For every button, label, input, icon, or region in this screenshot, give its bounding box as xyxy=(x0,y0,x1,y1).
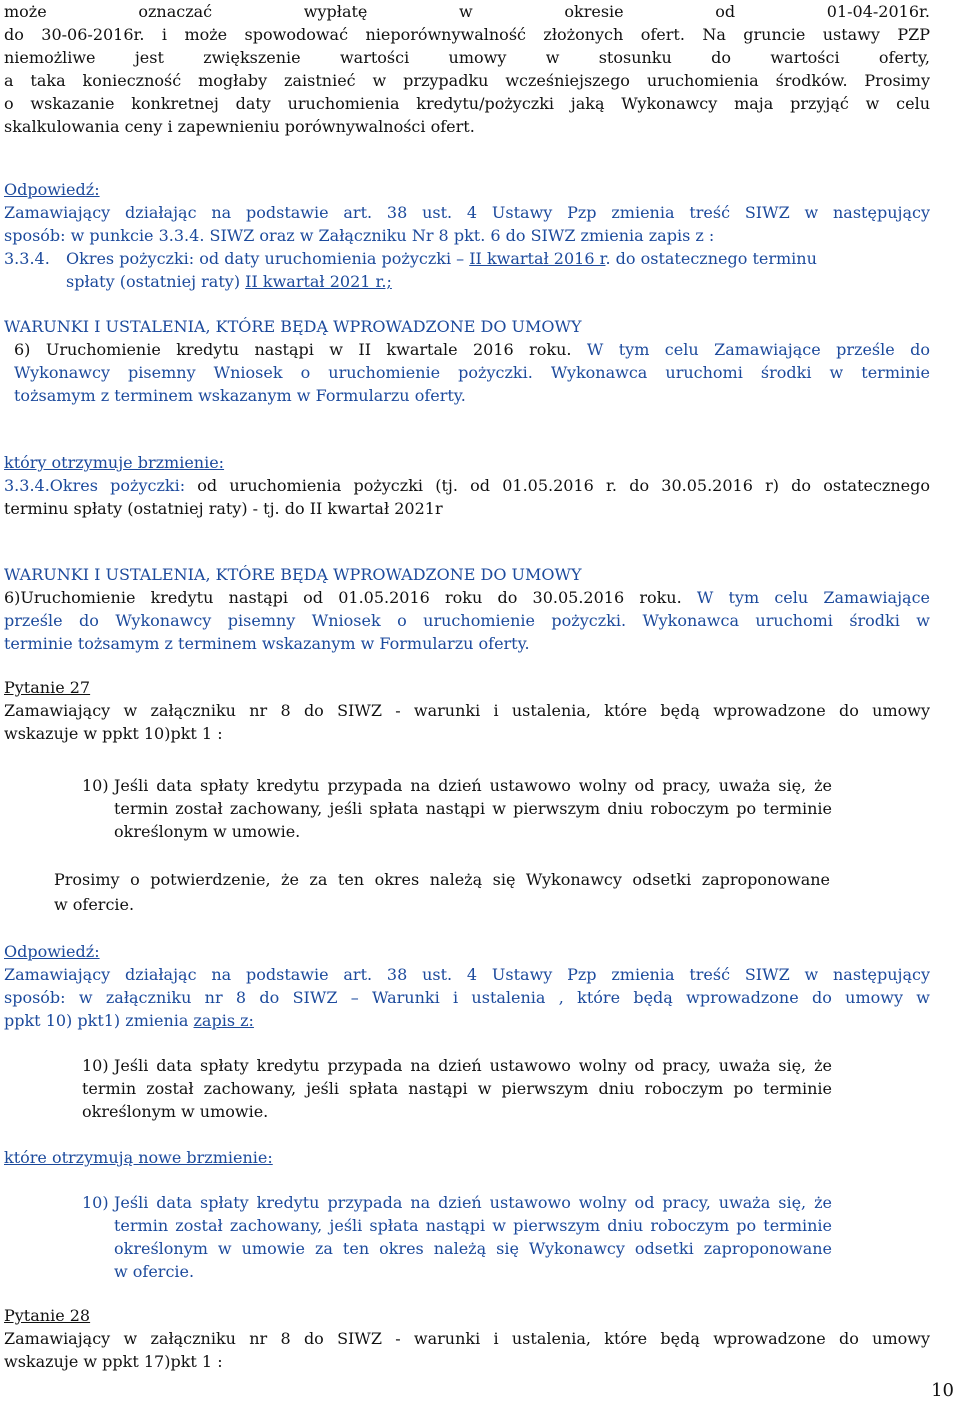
text-line: prześle do Wykonawcy pisemny Wniosek o uruchomienie pożyczki. Wykonawca uruchomi środki w xyxy=(4,611,930,630)
text-span: od uruchomienia pożyczki (tj. od 01.05.2016 r. do 30.05.2016 r) do ostatecznego xyxy=(197,476,931,495)
question-28 xyxy=(4,1304,930,1373)
text-span: ppkt 10) pkt1) zmienia xyxy=(4,1011,194,1030)
text-line: o wskazanie konkretnej daty uruchomienia kredytu/pożyczki jaką Wykonawcy maja przyjąć w celu xyxy=(4,94,930,113)
item-text: II kwartał 2021 r.; xyxy=(245,272,392,291)
text-span: 3.3.4.Okres pożyczki: xyxy=(4,476,198,495)
text-span: Jeśli data spłaty kredytu przypada na dzień ustawowo wolny od pracy, uważa się, że xyxy=(114,776,832,795)
text-span: 6)Uruchomienie kredytu nastąpi od 01.05.2016 roku do 30.05.2016 roku. xyxy=(4,588,682,607)
text-span: W tym celu Zamawiające xyxy=(681,588,930,607)
text-line: wskazuje w ppkt 10)pkt 1 : xyxy=(4,724,223,743)
text-span: Jeśli data spłaty kredytu przypada na dzień ustawowo wolny od pracy, uważa się, że xyxy=(114,1056,832,1075)
text-line xyxy=(4,1009,930,1032)
text-line: terminie tożsamym z terminem wskazanym w Formularzu oferty. xyxy=(4,634,530,653)
answer-heading: Odpowiedź: xyxy=(4,180,100,199)
text-span: Jeśli data spłaty kredytu przypada na dzień ustawowo wolny od pracy, uważa się, że xyxy=(114,1193,832,1212)
text-line: określonym w umowie za ten okres należą się Wykonawcy odsetki zaproponowane xyxy=(114,1239,832,1258)
text-line: Zamawiający działając na podstawie art. 38 ust. 4 Ustawy Pzp zmienia treść SIWZ w następujący xyxy=(4,203,930,222)
text-line: niemożliwe jest zwiększenie wartości umowy w stosunku do wartości oferty, xyxy=(4,48,930,67)
new-wording-section xyxy=(4,1146,930,1169)
text-line: może oznaczać wypłatę w okresie od 01-04-2016r. xyxy=(4,2,930,21)
text-line: skalkulowania ceny i zapewnieniu porównywalności ofert. xyxy=(4,117,475,136)
question-title: Pytanie 28 xyxy=(4,1306,91,1325)
page-number: 10 xyxy=(931,1380,954,1401)
intro-paragraph xyxy=(4,0,930,138)
answer-heading: Odpowiedź: xyxy=(4,942,100,961)
text-line: Prosimy o potwierdzenie, że za ten okres należą się Wykonawcy odsetki zaproponowane xyxy=(54,870,830,889)
text-line: termin został zachowany, jeśli spłata nastąpi w pierwszym dniu roboczym po terminie xyxy=(82,1079,832,1098)
question-27 xyxy=(4,676,930,745)
answer-section xyxy=(4,178,930,293)
text-line: Zamawiający działając na podstawie art. 38 ust. 4 Ustawy Pzp zmienia treść SIWZ w następujący xyxy=(4,965,930,984)
text-line: do 30-06-2016r. i może spowodować nieporównywalność złożonych ofert. Na gruncie ustawy PZP xyxy=(4,25,930,44)
text-span: W tym celu Zamawiające prześle do xyxy=(571,340,931,359)
text-line: a taka konieczność mogłaby zaistnieć w przypadku wcześniejszego uruchomienia środków. Prosimy xyxy=(4,71,930,90)
text-line xyxy=(82,1054,832,1077)
new-wording-heading: które otrzymują nowe brzmienie: xyxy=(4,1148,273,1167)
text-line xyxy=(4,338,930,361)
amended-item-line2 xyxy=(4,270,930,293)
text-line xyxy=(4,586,930,609)
text-line: tożsamym z terminem wskazanym w Formularzu oferty. xyxy=(14,386,466,405)
text-line: terminu spłaty (ostatniej raty) - tj. do II kwartał 2021r xyxy=(4,499,443,518)
text-span: zapis z: xyxy=(193,1011,254,1030)
text-line: określonym w umowie. xyxy=(82,1102,269,1121)
text-line: w ofercie. xyxy=(114,1262,195,1281)
quoted-clause xyxy=(82,1054,832,1123)
amended-item xyxy=(4,247,930,270)
clause-number: 10) xyxy=(82,1056,109,1075)
text-line: określonym w umowie. xyxy=(114,822,301,841)
item-text: . do ostatecznego terminu xyxy=(605,249,817,268)
text-line: w ofercie. xyxy=(54,895,135,914)
text-line xyxy=(4,474,930,497)
item-text: Okres pożyczki: od daty uruchomienia pożyczki – xyxy=(66,249,465,268)
text-line: Zamawiający w załączniku nr 8 do SIWZ - warunki i ustalenia, które będą wprowadzone do umowy xyxy=(4,1329,930,1348)
request-paragraph xyxy=(54,867,830,917)
item-text: II kwartał 2016 r xyxy=(469,249,606,268)
text-line xyxy=(82,774,832,797)
conditions-heading: WARUNKI I USTALENIA, KTÓRE BĘDĄ WPROWADZONE DO UMOWY xyxy=(4,565,582,584)
text-line: termin został zachowany, jeśli spłata nastąpi w pierwszym dniu roboczym po terminie xyxy=(114,799,832,818)
answer-section xyxy=(4,940,930,1032)
new-wording-section xyxy=(4,451,930,520)
clause-number: 10) xyxy=(82,1193,109,1212)
conditions-section xyxy=(4,315,930,407)
question-title: Pytanie 27 xyxy=(4,678,91,697)
conditions-heading: WARUNKI I USTALENIA, KTÓRE BĘDĄ WPROWADZONE DO UMOWY xyxy=(4,317,582,336)
new-clause xyxy=(82,1191,832,1283)
text-line: sposób: w punkcie 3.3.4. SIWZ oraz w Załączniku Nr 8 pkt. 6 do SIWZ zmienia zapis z : xyxy=(4,226,715,245)
item-text: spłaty (ostatniej raty) xyxy=(66,272,241,291)
new-wording-heading: który otrzymuje brzmienie: xyxy=(4,453,225,472)
clause-number: 10) xyxy=(82,776,109,795)
conditions-section xyxy=(4,563,930,655)
text-span: 6) Uruchomienie kredytu nastąpi w II kwartale 2016 roku. xyxy=(14,340,572,359)
text-line: Zamawiający w załączniku nr 8 do SIWZ - warunki i ustalenia, które będą wprowadzone do umowy xyxy=(4,701,930,720)
item-number: 3.3.4. xyxy=(4,249,50,268)
text-line: termin został zachowany, jeśli spłata nastąpi w pierwszym dniu roboczym po terminie xyxy=(114,1216,832,1235)
text-line: sposób: w załączniku nr 8 do SIWZ – Warunki i ustalenia , które będą wprowadzone do umowy w xyxy=(4,988,930,1007)
quoted-clause xyxy=(82,774,832,843)
text-line: Wykonawcy pisemny Wniosek o uruchomienie pożyczki. Wykonawca uruchomi środki w terminie xyxy=(14,363,930,382)
text-line: wskazuje w ppkt 17)pkt 1 : xyxy=(4,1352,223,1371)
text-line xyxy=(82,1191,832,1214)
